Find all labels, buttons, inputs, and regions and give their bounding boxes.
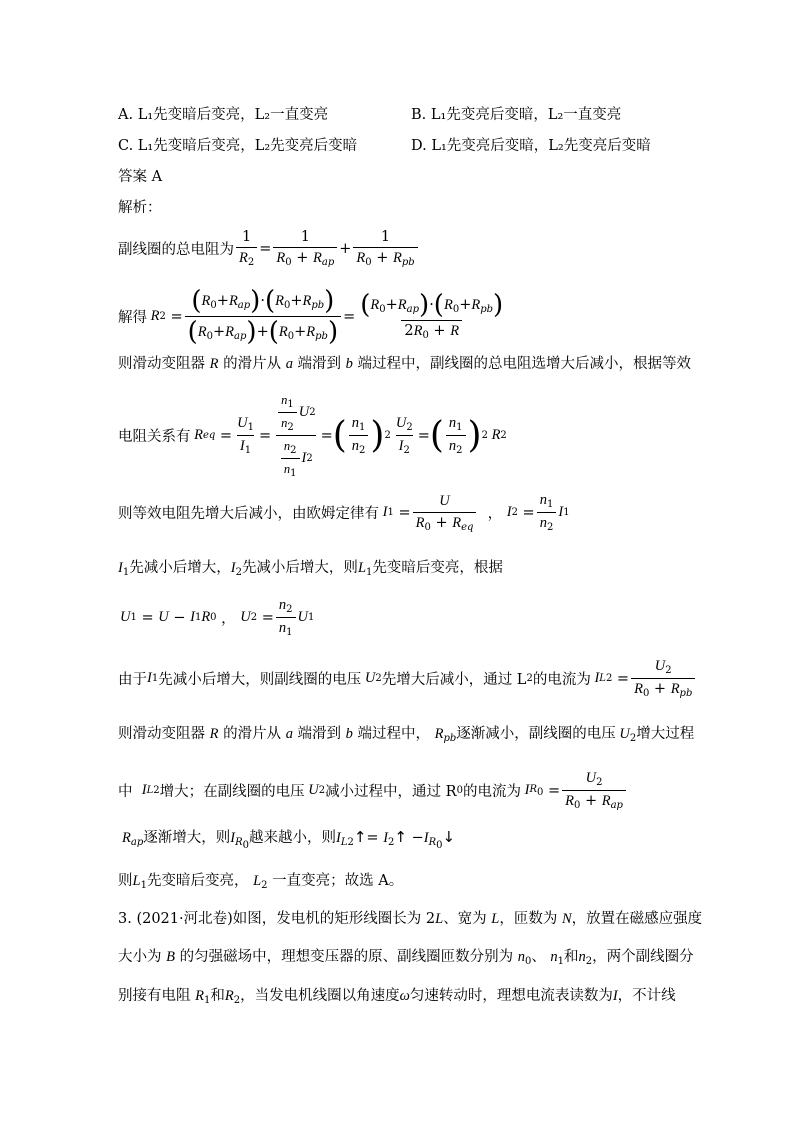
problem-3-line-1: 3. (2021·河北卷)如图，发电机的矩形线圈长为 2L、宽为 L，匝数为 N，放置在磁感应强度 — [118, 911, 703, 927]
answer: 答案 A — [118, 169, 163, 185]
paragraph-slider-2: 则滑动变阻器 R 的滑片从 a 端滑到 b 端过程中， $R_{pb}$逐渐减小，副线圈的电压 $U_2$增大过程 — [118, 726, 695, 744]
equation-total-resistance: 副线圈的总电阻为 $\frac{1}{R_2}$ = $\frac{1}{R_0 + R_{ap}}$ + $\frac{1}{R_0 + R_{pb}}$ — [118, 229, 420, 268]
equation-ohm: 则等效电阻先增大后减小，由欧姆定律有 I 1 = $\frac{U}{R_0 + R_{eq}}$ ， I 2 = $\frac{n_1}{n_2}$ I 1 — [118, 492, 570, 533]
problem-3-line-2: 大小为 B 的匀强磁场中，理想变压器的原、副线圈匝数分别为 $n_0$、 $n_1$和$n_2$，两个副线圈分 — [118, 949, 694, 967]
option-d: D. L₁先变亮后变暗，L₂先变亮后变暗 — [411, 138, 651, 154]
option-b: B. L₁先变亮后变暗，L₂一直变亮 — [411, 107, 622, 123]
equation-solve: 解得 R 2 = $\frac{(R_0+R_{ap})\cdot(R_0+R_{pb})}{(R_0+R_{ap})+(R_0+R_{pb})}$ = $\frac{(R_0+R_{ap})\cdot(R_0+R_{pb})}{2R_0 + R}$ — [118, 286, 504, 347]
conclusion: 则$L_1$先变暗后变亮， $L_2$ 一直变亮；故选 A。 — [118, 873, 404, 891]
paragraph-middle: 中 I L2 增大；在副线圈的电压 U 2 减小过程中，通过 R 0 的电流为 I $R_0$ = $\frac{U_2}{R_0 + R_{ap}}$ — [118, 770, 628, 811]
text: 解得 — [118, 310, 147, 326]
problem-3-line-3: 别接有电阻 $R_1$和$R_2$，当发电机线圈以角速度ω匀速转动时，理想电流表读数为I，不计线 — [118, 988, 676, 1006]
paragraph-increasing: $R_{ap}$逐渐增大，则$I_{R_0}$越来越小，则$I_{L2}↑=$ $I_2↑$ $-I_{R_0}↓$ — [122, 828, 456, 851]
option-c: C. L₁先变暗后变亮，L₂先变亮后变暗 — [118, 138, 358, 154]
paragraph-due-to: 由于 I 1 先减小后增大，则副线圈的电压 U 2 先增大后减小，通过 L 2 的电流为 I L2 = $\frac{U_2}{R_0 + R_{pb}}$ — [118, 658, 697, 699]
equation-equivalent: 电阻关系有 R eq = $\frac{U_1}{I_1}$ = $\frac{n_1}{n_2}$ U 2 $\frac{n_2}{n_1}$ I 2 = ( $\frac{n_1}{n_2}$ ) 2 $\frac{U_2}{I_2}$ = ( $\frac{n_1}{n_2}$ ) 2 R 2 — [118, 393, 507, 479]
text: 副线圈的总电阻为 — [118, 242, 234, 258]
analysis-heading: 解析： — [118, 200, 162, 216]
paragraph-slider-1: 则滑动变阻器 R 的滑片从 a 端滑到 b 端过程中，副线圈的总电阻选增大后减小，根据等效 — [118, 356, 692, 372]
paragraph-current-trend: $I_1$先减小后增大，$I_2$先减小后增大，则$L_1$先变暗后变亮，根据 — [118, 560, 503, 578]
option-a: A. L₁先变暗后变亮，L₂一直变亮 — [118, 107, 329, 123]
equation-voltages: U 1 = U − I 1 R 0 ， U 2 = $\frac{n_2}{n_1}$ U 1 — [120, 597, 315, 638]
